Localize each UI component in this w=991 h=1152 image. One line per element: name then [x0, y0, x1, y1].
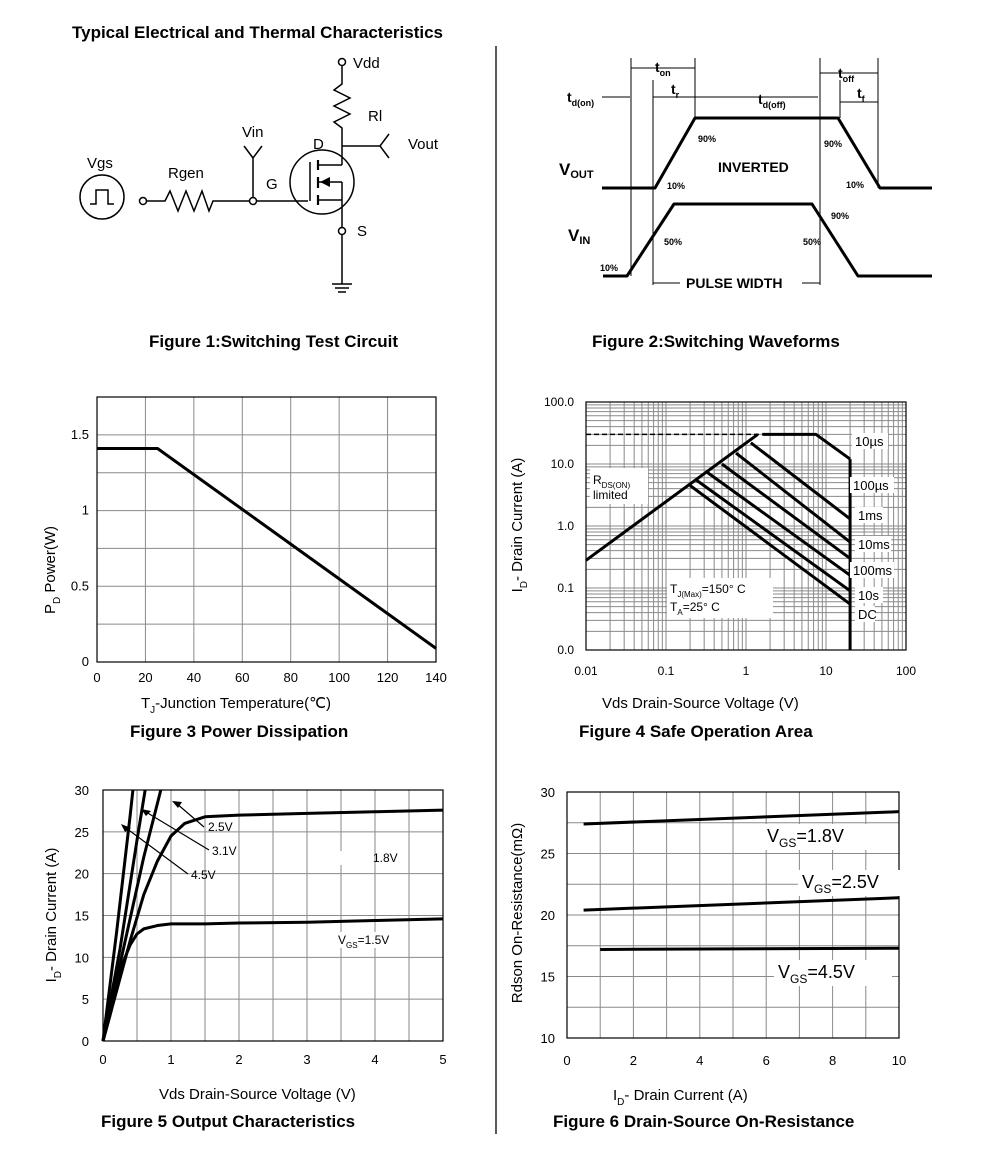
vout-label: Vout: [408, 136, 439, 153]
fig5-label-2-5v: 2.5V: [208, 820, 233, 834]
fig4-xaxis-label: Vds Drain-Source Voltage (V): [602, 695, 799, 712]
fig4-rds-limited-label: limited: [593, 488, 628, 502]
vgs-source-symbol: [80, 175, 124, 219]
fig5-ytick-label: 15: [74, 908, 89, 924]
pct-10-b: 10%: [846, 180, 865, 190]
figure3-power-dissipation-chart: [42, 397, 447, 741]
fig5-yaxis-label: $I_D-$ Drain Current (A): [43, 847, 64, 983]
fig3-xtick-label: 100: [328, 670, 350, 685]
ground-symbol: [332, 235, 352, 292]
gate-node: [250, 198, 257, 205]
fig6-series-line: [584, 898, 899, 910]
fig5-ytick-label: 25: [74, 824, 89, 840]
fig3-ytick-label: 0.5: [70, 578, 89, 594]
fig4-ytick-label: 10.0: [550, 457, 574, 471]
pct-50-a: 50%: [664, 237, 683, 247]
vin-terminal: [244, 146, 262, 197]
figure4-safe-operation-area-chart: [509, 395, 916, 741]
fig3-xtick-label: 140: [425, 670, 447, 685]
vin-wave-label: VIN: [568, 226, 591, 247]
fig5-xtick-label: 5: [439, 1052, 447, 1067]
source-node: [339, 228, 346, 235]
vdd-terminal: [339, 59, 346, 66]
fig5-xtick-label: 4: [371, 1052, 379, 1067]
fig6-ytick-label: 25: [540, 846, 555, 862]
inverted-label: INVERTED: [718, 159, 789, 175]
figure1-caption: Figure 1:Switching Test Circuit: [149, 332, 399, 351]
fig6-series-line: [600, 948, 899, 949]
fig6-series-label: $V_{GS}=2.5V$: [802, 872, 879, 896]
td-on-label: $t_{d(on)}$: [567, 89, 595, 108]
fig5-label-4-5v: 4.5V: [191, 868, 216, 882]
fig5-ytick-label: 20: [74, 866, 89, 882]
fig4-series-label: 10µs: [855, 434, 884, 449]
ton-label: $t_{on}$: [655, 59, 671, 78]
fig5-vgs-label: $V_{GS}=1.5V$: [338, 933, 390, 950]
pulse-symbol: [90, 190, 114, 204]
fig4-rds-label: $R_{DS(ON)}$: [593, 473, 631, 490]
figure2-switching-waveforms: [559, 58, 932, 351]
fig5-ytick-label: 5: [81, 992, 89, 1008]
fig6-xtick-label: 6: [762, 1053, 770, 1068]
vin-waveform: [603, 204, 932, 276]
fig4-ytick-label: 100.0: [543, 395, 574, 409]
fig4-series-line: [762, 434, 850, 459]
fig4-tj-label: $T_{J(Max)}=150^\circ$ C: [670, 582, 746, 599]
fig5-label-1-8v: 1.8V: [373, 851, 398, 865]
tr-label: $t_r$: [671, 81, 680, 100]
pct-90-b: 90%: [824, 139, 843, 149]
fig3-xtick-label: 20: [138, 670, 153, 685]
fig6-yaxis-label: Rdson On-Resistance(mΩ): [509, 822, 526, 1004]
fig3-plot-frame: [97, 397, 436, 662]
fig4-ytick-label: 0.0: [557, 643, 574, 657]
fig4-xtick-label: 1: [742, 664, 750, 678]
pct-50-b: 50%: [803, 237, 822, 247]
vout-terminal: [342, 134, 389, 158]
figure5-output-characteristics-chart: [43, 783, 447, 1131]
section-title: Typical Electrical and Thermal Characteristics: [72, 23, 444, 42]
vgs-label: Vgs: [87, 155, 113, 172]
rgen-label: Rgen: [168, 165, 204, 182]
rgen-resistor: [147, 191, 250, 211]
fig5-label-3-1v: 3.1V: [212, 844, 237, 858]
fig5-xtick-label: 1: [167, 1052, 175, 1067]
fig4-series-label: 10ms: [858, 537, 890, 552]
fig4-series-label: 1ms: [858, 508, 883, 523]
fig6-xtick-label: 0: [563, 1053, 571, 1068]
fig3-xtick-label: 0: [93, 670, 101, 685]
fig4-xtick-label: 100: [895, 664, 917, 678]
fig3-ytick-label: 1: [81, 502, 89, 518]
fig5-xaxis-label: Vds Drain-Source Voltage (V): [159, 1086, 356, 1103]
fig4-yaxis-label: $I_D-$ Drain Current (A): [509, 457, 530, 593]
fig6-ytick-label: 30: [540, 785, 555, 800]
vout-wave-label: VOUT: [559, 160, 594, 181]
pulse-width-label: PULSE WIDTH: [686, 275, 783, 291]
mosfet-terminals: [318, 148, 342, 200]
fig4-ytick-label: 1.0: [557, 519, 574, 533]
fig3-ytick-label: 1.5: [70, 426, 89, 442]
fig3-caption: Figure 3 Power Dissipation: [130, 722, 349, 741]
pct-90-a: 90%: [698, 134, 717, 144]
vout-waveform: [602, 118, 932, 188]
fig4-xtick-label: 0.01: [574, 664, 598, 678]
fig3-gridlines: [97, 397, 436, 662]
tf-label: $t_f$: [857, 85, 865, 104]
figure6-on-resistance-chart: [509, 785, 916, 1131]
rl-label: Rl: [368, 108, 383, 125]
fig6-xtick-label: 4: [696, 1053, 704, 1068]
mosfet-arrow: [320, 177, 330, 187]
fig5-leader-2-5v: [176, 803, 204, 827]
d-label: D: [313, 136, 324, 153]
fig4-series-label: DC: [858, 607, 877, 622]
fig6-ytick-label: 20: [540, 908, 555, 923]
fig5-label-bg: [336, 851, 372, 865]
fig4-caption: Figure 4 Safe Operation Area: [579, 722, 813, 741]
fig3-xtick-label: 120: [376, 670, 399, 685]
fig6-xtick-label: 8: [828, 1053, 837, 1068]
fig4-series-label: 100µs: [853, 478, 889, 493]
fig5-ytick-label: 10: [74, 950, 89, 966]
rl-resistor: [334, 66, 350, 148]
figure2-caption: Figure 2:Switching Waveforms: [592, 332, 840, 351]
fig6-ytick-label: 10: [540, 1031, 555, 1046]
td-off-label: $t_{d(off)}$: [758, 91, 786, 110]
vgs-terminal: [140, 198, 147, 205]
fig6-xaxis-label: $I_D-$ Drain Current (A): [613, 1087, 748, 1108]
fig6-series-label: $V_{GS}=1.8V$: [767, 826, 844, 850]
fig5-xtick-label: 2: [235, 1052, 243, 1067]
fig3-xaxis-label: $T_J$-Junction Temperature(℃): [141, 695, 331, 716]
fig4-xtick-label: 10: [819, 664, 833, 678]
fig6-xtick-label: 2: [629, 1053, 638, 1068]
fig3-xtick-label: 60: [235, 670, 250, 685]
pct-10-a: 10%: [667, 181, 686, 191]
fig5-caption: Figure 5 Output Characteristics: [101, 1112, 356, 1131]
fig3-xtick-label: 40: [186, 670, 202, 685]
fig5-gridlines: [103, 790, 443, 1041]
fig4-series-label: 10s: [858, 588, 879, 603]
fig3-ytick-label: 0: [81, 654, 89, 669]
toff-label: $t_{off}$: [838, 65, 855, 84]
vdd-label: Vdd: [353, 55, 380, 72]
pct-90-c: 90%: [831, 211, 850, 221]
figure1-switching-circuit: [80, 55, 439, 351]
fig3-xtick-label: 80: [283, 670, 298, 685]
fig5-ytick-label: 0: [81, 1034, 89, 1049]
fig4-series-label: 100ms: [853, 563, 893, 578]
fig4-xtick-label: 0.1: [657, 664, 675, 678]
fig6-ytick-label: 15: [540, 969, 555, 985]
fig6-series-line: [584, 812, 899, 824]
fig6-series-label: $V_{GS}=4.5V$: [778, 962, 855, 986]
fig5-xtick-label: 3: [303, 1052, 311, 1067]
s-label: S: [357, 223, 368, 240]
vin-label: Vin: [242, 124, 264, 141]
fig3-yaxis-label: $P_D$ Power(W): [42, 525, 63, 615]
fig4-ytick-label: 0.1: [557, 581, 574, 595]
fig5-xtick-label: 0: [99, 1052, 107, 1067]
fig4-ta-label: $T_A=25^\circ$ C: [670, 600, 720, 617]
pct-10-c: 10%: [600, 263, 619, 273]
g-label: G: [266, 176, 278, 193]
fig6-xtick-label: 10: [891, 1053, 907, 1068]
fig6-caption: Figure 6 Drain-Source On-Resistance: [553, 1112, 855, 1131]
fig5-ytick-label: 30: [74, 783, 89, 798]
